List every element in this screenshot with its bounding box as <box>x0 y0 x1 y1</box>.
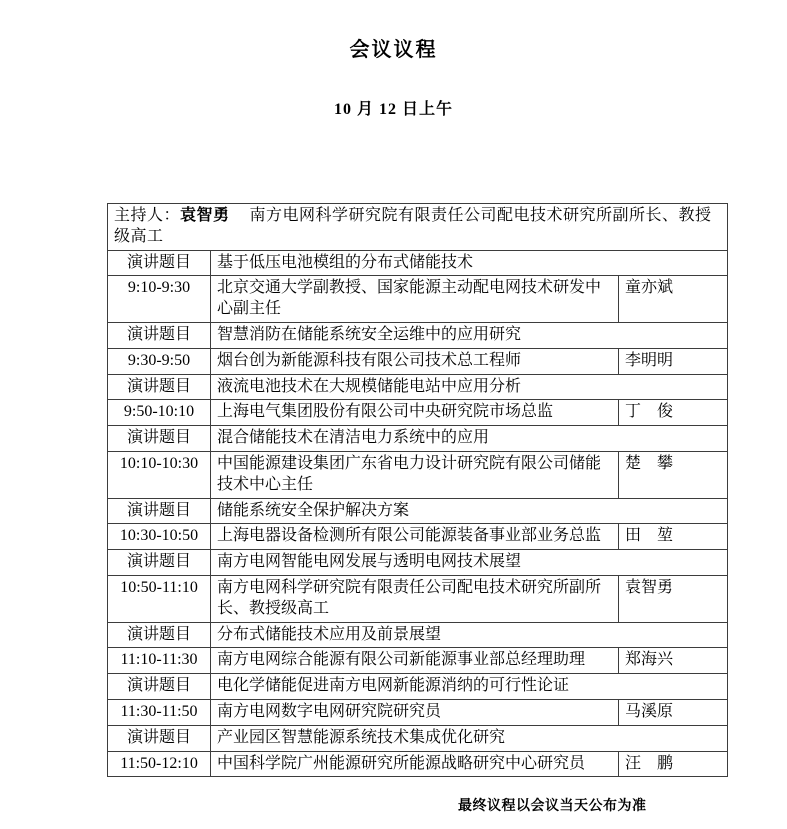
session-row <box>108 751 728 777</box>
moderator-cell <box>108 204 728 251</box>
topic-label-cell: 演讲题目 <box>108 250 211 276</box>
moderator-label: 主持人： <box>114 207 181 224</box>
time-cell: 9:50-10:10 <box>108 400 211 426</box>
affiliation-cell: 烟台创为新能源科技有限公司技术总工程师 <box>211 348 619 374</box>
speaker-cell: 田 堃 <box>619 524 728 550</box>
affiliation-cell: 北京交通大学副教授、国家能源主动配电网技术研发中心副主任 <box>211 276 619 323</box>
affiliation-cell: 南方电网数字电网研究院研究员 <box>211 699 619 725</box>
speaker-cell: 楚 攀 <box>619 451 728 498</box>
moderator-description: 南方电网科学研究院有限责任公司配电技术研究所副所长、教授级高工 <box>114 207 712 245</box>
page-subtitle: 10 月 12 日上午 <box>333 101 453 118</box>
topic-label-cell: 演讲题目 <box>108 674 211 700</box>
topic-row <box>108 725 728 751</box>
affiliation-cell: 中国能源建设集团广东省电力设计研究院有限公司储能技术中心主任 <box>211 451 619 498</box>
time-cell: 9:30-9:50 <box>108 348 211 374</box>
topic-row <box>108 498 728 524</box>
session-row <box>108 648 728 674</box>
moderator-row <box>108 204 728 251</box>
speaker-cell: 郑海兴 <box>619 648 728 674</box>
topic-row <box>108 622 728 648</box>
topic-cell: 智慧消防在储能系统安全运维中的应用研究 <box>211 322 728 348</box>
topic-cell: 基于低压电池模组的分布式储能技术 <box>211 250 728 276</box>
topic-cell: 电化学储能促进南方电网新能源消纳的可行性论证 <box>211 674 728 700</box>
session-row <box>108 348 728 374</box>
topic-cell: 南方电网智能电网发展与透明电网技术展望 <box>211 550 728 576</box>
topic-row <box>108 550 728 576</box>
session-row <box>108 575 728 622</box>
time-cell: 10:50-11:10 <box>108 575 211 622</box>
topic-row <box>108 322 728 348</box>
topic-cell: 液流电池技术在大规模储能电站中应用分析 <box>211 374 728 400</box>
topic-label-cell: 演讲题目 <box>108 550 211 576</box>
topic-label-cell: 演讲题目 <box>108 322 211 348</box>
session-row <box>108 699 728 725</box>
footer-note: 最终议程以会议当天公布为准 <box>458 797 647 814</box>
speaker-cell: 丁 俊 <box>619 400 728 426</box>
session-row <box>108 276 728 323</box>
topic-cell: 储能系统安全保护解决方案 <box>211 498 728 524</box>
topic-label-cell: 演讲题目 <box>108 426 211 452</box>
time-cell: 11:10-11:30 <box>108 648 211 674</box>
affiliation-cell: 上海电器设备检测所有限公司能源装备事业部业务总监 <box>211 524 619 550</box>
affiliation-cell: 南方电网科学研究院有限责任公司配电技术研究所副所长、教授级高工 <box>211 575 619 622</box>
speaker-cell: 童亦斌 <box>619 276 728 323</box>
session-row <box>108 524 728 550</box>
affiliation-cell: 上海电气集团股份有限公司中央研究院市场总监 <box>211 400 619 426</box>
time-cell: 11:50-12:10 <box>108 751 211 777</box>
topic-row <box>108 426 728 452</box>
time-cell: 9:10-9:30 <box>108 276 211 323</box>
session-row <box>108 400 728 426</box>
speaker-cell: 袁智勇 <box>619 575 728 622</box>
topic-cell: 混合储能技术在清洁电力系统中的应用 <box>211 426 728 452</box>
topic-label-cell: 演讲题目 <box>108 374 211 400</box>
topic-row <box>108 250 728 276</box>
speaker-cell: 汪 鹏 <box>619 751 728 777</box>
speaker-cell: 马溪原 <box>619 699 728 725</box>
agenda-table <box>107 203 728 777</box>
speaker-cell: 李明明 <box>619 348 728 374</box>
time-cell: 10:30-10:50 <box>108 524 211 550</box>
moderator-name: 袁智勇 <box>180 207 230 224</box>
topic-cell: 分布式储能技术应用及前景展望 <box>211 622 728 648</box>
affiliation-cell: 南方电网综合能源有限公司新能源事业部总经理助理 <box>211 648 619 674</box>
session-row <box>108 451 728 498</box>
topic-label-cell: 演讲题目 <box>108 622 211 648</box>
agenda-table-body <box>108 204 728 777</box>
topic-row <box>108 374 728 400</box>
topic-cell: 产业园区智慧能源系统技术集成优化研究 <box>211 725 728 751</box>
agenda-page <box>0 33 787 829</box>
topic-label-cell: 演讲题目 <box>108 498 211 524</box>
topic-row <box>108 674 728 700</box>
time-cell: 10:10-10:30 <box>108 451 211 498</box>
affiliation-cell: 中国科学院广州能源研究所能源战略研究中心研究员 <box>211 751 619 777</box>
time-cell: 11:30-11:50 <box>108 699 211 725</box>
topic-label-cell: 演讲题目 <box>108 725 211 751</box>
page-title: 会议议程 <box>349 39 438 61</box>
